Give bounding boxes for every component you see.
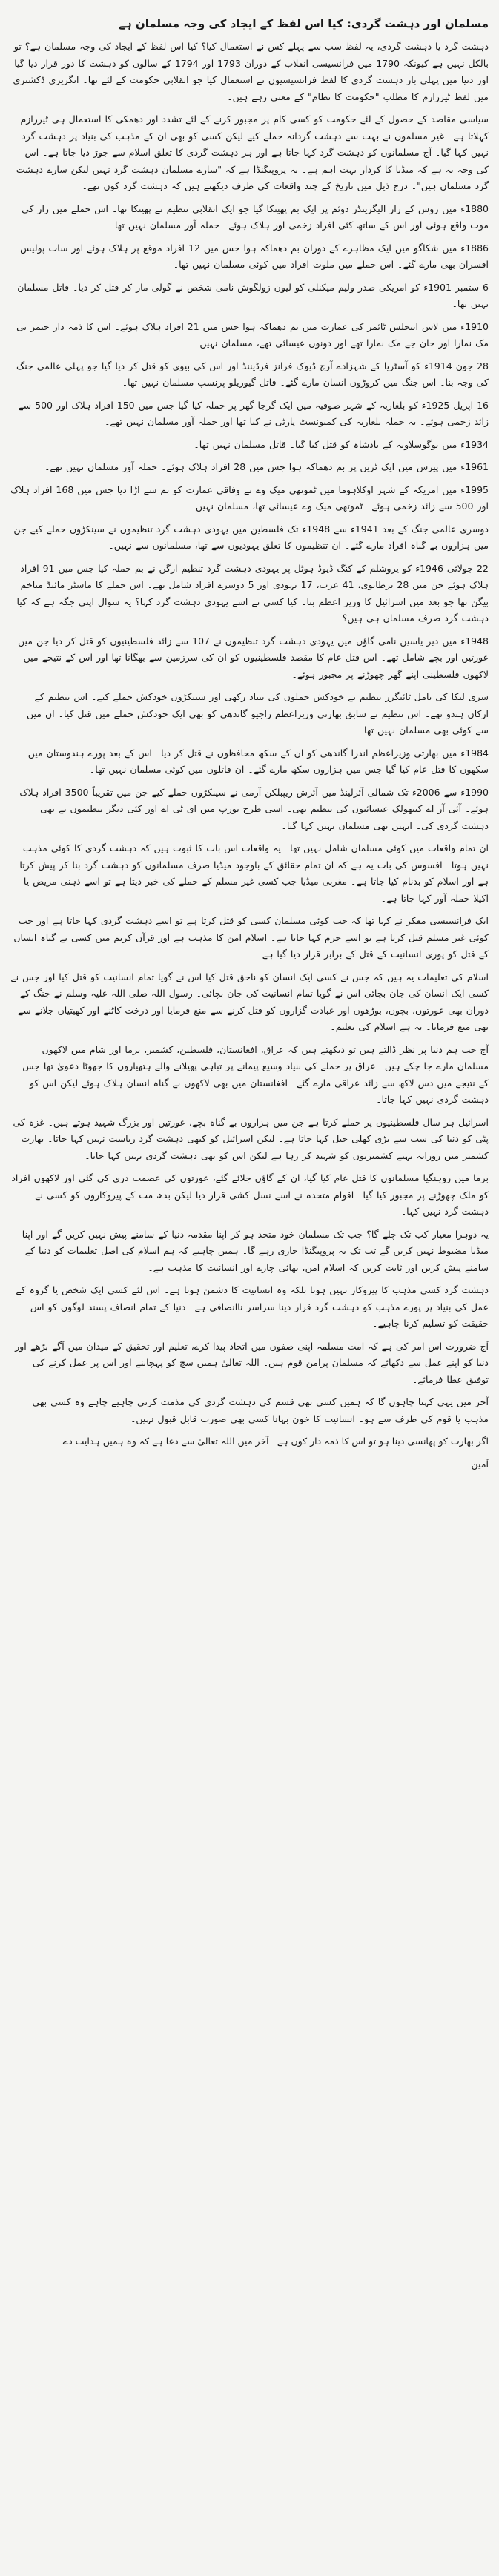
article-paragraph: یہ دوہرا معیار کب تک چلے گا؟ جب تک مسلمان خود متحد ہو کر اپنا مقدمہ دنیا کے سامنے پیش نہیں کریں گے اور اپنا میڈیا مضبوط نہیں کریں گے تب تک یہ پروپیگنڈا جاری رہے گا۔ ہمیں چاہیے کہ ہم اسلام کی اصل تعلیمات کو دنیا کے سامنے پیش کریں اور ثابت کریں کہ اسلام امن، بھائی چارے اور انسانیت کا مذہب ہے۔	[22, 1228, 489, 1273]
article-paragraph: 16 اپریل 1925ء کو بلغاریہ کے شہر صوفیہ میں ایک گرجا گھر پر حملہ کیا گیا جس میں 150 افراد ہلاک اور 500 سے زائد زخمی ہوئے۔ یہ حملہ بلغاریہ کی کمیونسٹ پارٹی نے کیا تھا اور حملہ آور مسلمان نہیں تھے۔	[18, 399, 489, 427]
article-paragraph: 1995ء میں امریکہ کے شہر اوکلاہوما میں ٹموتھی میک وے نے وفاقی عمارت کو بم سے اڑا دیا جس میں 168 افراد ہلاک اور 500 سے زائد زخمی ہوئے۔ ٹموتھی میک وے عیسائی تھا، مسلمان نہیں۔	[10, 483, 489, 512]
article-paragraph: 1961ء میں پیرس میں ایک ٹرین پر بم دھماکہ ہوا جس میں 28 افراد ہلاک ہوئے۔ حملہ آور مسلمان نہیں تھے۔	[44, 461, 489, 472]
article-paragraph: برما میں روہنگیا مسلمانوں کا قتل عام کیا گیا، ان کے گاؤں جلائے گئے، عورتوں کی عصمت دری کی گئی اور لاکھوں افراد کو ملک چھوڑنے پر مجبور کیا گیا۔ اقوام متحدہ نے اسے نسل کشی قرار دیا لیکن بدھ مت کے پیروکاروں کو کسی نے دہشت گرد نہیں کہا۔	[11, 1172, 489, 1217]
article-paragraph: 1984ء میں بھارتی وزیراعظم اندرا گاندھی کو ان کے سکھ محافظوں نے قتل کر دیا۔ اس کے بعد پورے ہندوستان میں سکھوں کا قتل عام کیا گیا جس میں ہزاروں سکھ مارے گئے۔ ان قاتلوں میں کوئی مسلمان نہیں تھا۔	[27, 747, 489, 775]
article-paragraph: 1886ء میں شکاگو میں ایک مظاہرے کے دوران بم دھماکہ ہوا جس میں 12 افراد موقع پر ہلاک ہوئے اور سات پولیس افسران بھی مارے گئے۔ اس حملے میں ملوث افراد میں کوئی مسلمان نہیں تھا۔	[20, 242, 489, 270]
article-signature: اگر بھارت کو پھانسی دینا ہو تو اس کا ذمہ دار کون ہے۔ آخر میں اللہ تعالیٰ سے دعا ہے کہ وہ ہمیں ہدایت دے۔	[57, 1436, 489, 1447]
article-paragraph: 28 جون 1914ء کو آسٹریا کے شہزادے آرچ ڈیوک فرانز فرڈیننڈ اور اس کی بیوی کو قتل کر دیا گیا جو پہلی عالمی جنگ کی وجہ بنا۔ اس جنگ میں کروڑوں انسان مارے گئے۔ قاتل گیوریلو پرنسپ مسلمان نہیں تھا۔	[16, 360, 489, 388]
article-body	[10, 39, 489, 1427]
article-paragraph: 1990ء سے 2006ء تک شمالی آئرلینڈ میں آئرش ریپبلکن آرمی نے سینکڑوں حملے کیے جن میں تقریباً 3500 افراد ہلاک ہوئے۔ آئی آر اے کیتھولک عیسائیوں کی تنظیم تھی۔ اسی طرح یورپ میں ای ٹی اے اور کئی دیگر تنظیموں نے بھی دہشت گردی کی۔ انہیں بھی مسلمان نہیں کہا گیا۔	[19, 786, 489, 831]
article-paragraph: آج جب ہم دنیا پر نظر ڈالتے ہیں تو دیکھتے ہیں کہ عراق، افغانستان، فلسطین، کشمیر، برما اور شام میں لاکھوں مسلمان مارے جا چکے ہیں۔ عراق پر حملے کی بنیاد وسیع پیمانے پر تباہی پھیلانے والے ہتھیاروں کا جھوٹا دعویٰ تھا جس کے نتیجے میں دس لاکھ سے زائد عراقی مارے گئے۔ افغانستان میں بھی لاکھوں بے گناہ انسان ہلاک ہوئے لیکن اس کو دہشت گردی نہیں کہا جاتا۔	[22, 1043, 489, 1105]
article-paragraph: آخر میں یہی کہنا چاہوں گا کہ ہمیں کسی بھی قسم کی دہشت گردی کی مذمت کرنی چاہیے چاہے وہ کسی بھی مذہب یا قوم کی طرف سے ہو۔ انسانیت کا خون بہانا کسی بھی صورت قابل قبول نہیں۔	[32, 1396, 489, 1424]
article-paragraph: 1910ء میں لاس اینجلس ٹائمز کی عمارت میں بم دھماکہ ہوا جس میں 21 افراد ہلاک ہوئے۔ اس کا ذمہ دار جیمز بی مک نمارا اور جان جے مک نمارا تھے اور دونوں عیسائی تھے، مسلمان نہیں۔	[16, 320, 489, 349]
article-paragraph: دہشت گرد کسی مذہب کا پیروکار نہیں ہوتا بلکہ وہ انسانیت کا دشمن ہوتا ہے۔ اس لئے کسی ایک شخص یا گروہ کے عمل کی بنیاد پر پورے مذہب کو دہشت گرد قرار دینا سراسر ناانصافی ہے۔ دنیا کے تمام انصاف پسند لوگوں کو اس حقیقت کو تسلیم کرنا چاہیے۔	[16, 1284, 489, 1329]
article-title: مسلمان اور دہشت گردی: کیا اس لفظ کے ایجاد کی وجہ مسلمان ہے	[119, 17, 489, 30]
article-paragraph: ان تمام واقعات میں کوئی مسلمان شامل نہیں تھا۔ یہ واقعات اس بات کا ثبوت ہیں کہ دہشت گردی کا کوئی مذہب نہیں ہوتا۔ افسوس کی بات یہ ہے کہ ان تمام حقائق کے باوجود میڈیا صرف مسلمانوں کو دہشت گرد بنا کر پیش کرتا ہے اور اسلام کو بدنام کیا جاتا ہے۔ مغربی میڈیا جب کسی غیر مسلم کے حملے کی خبر دیتا ہے تو اسے ذہنی مریض یا اکیلا حملہ آور کہا جاتا ہے۔	[19, 842, 489, 904]
article-paragraph: 1948ء میں دیر یاسین نامی گاؤں میں یہودی دہشت گرد تنظیموں نے 107 سے زائد فلسطینیوں کو قتل کر دیا جن میں عورتیں اور بچے شامل تھے۔ اس قتل عام کا مقصد فلسطینیوں کو ان کی سرزمین سے بھگانا تھا اور اس کے نتیجے میں لاکھوں فلسطینی اپنے گھر چھوڑنے پر مجبور ہوئے۔	[18, 635, 489, 680]
article-paragraph: دوسری عالمی جنگ کے بعد 1941ء سے 1948ء تک فلسطین میں یہودی دہشت گرد تنظیموں نے سینکڑوں حملے کیے جن میں ہزاروں بے گناہ افراد مارے گئے۔ ان تنظیموں کا تعلق یہودیوں سے تھا، مسلمانوں سے نہیں۔	[13, 523, 489, 551]
article-closing: آمین۔	[466, 1458, 489, 1470]
article-paragraph: 1880ء میں روس کے زار الیگزینڈر دوئم پر ایک بم پھینکا گیا جو ایک انقلابی تنظیم نے پھینکا تھا۔ اس حملے میں زار کی موت واقع ہوئی اور اس کے ساتھ کئی افراد زخمی اور ہلاک ہوئے۔ حملہ آور مسلمان نہیں تھا۔	[22, 202, 489, 231]
article-paragraph: 6 ستمبر 1901ء کو امریکی صدر ولیم میکنلی کو لیون زولگوش نامی شخص نے گولی مار کر قتل کر دیا۔ قاتل مسلمان نہیں تھا۔	[17, 281, 489, 309]
article-paragraph: دہشت گرد یا دہشت گردی، یہ لفظ سب سے پہلے کس نے استعمال کیا؟ کیا اس لفظ کے ایجاد کی وجہ مسلمان ہے؟ تو بالکل نہیں ہے کیونکہ 1790 میں فرانسیسی انقلاب کے دوران 1793 اور 1794 کے سالوں کو دہشت کا دور قرار دیا گیا اور دنیا میں پہلی بار دہشت گردی کا لفظ فرانسیسیوں نے استعمال کیا جو انقلابی حکومت کے لئے تھا۔ انگریزی ڈکشنری میں لفظ ٹیررازم کا مطلب "حکومت کا نظام" کے معنی رہے ہیں۔	[13, 41, 489, 102]
article-paragraph: 22 جولائی 1946ء کو یروشلم کے کنگ ڈیوڈ ہوٹل پر یہودی دہشت گرد تنظیم ارگن نے بم حملہ کیا جس میں 91 افراد ہلاک ہوئے جن میں 28 برطانوی، 41 عرب، 17 یہودی اور 5 دوسرے افراد شامل تھے۔ اس حملے کا ماسٹر مائنڈ مناخم بیگن تھا جو بعد میں اسرائیل کا وزیر اعظم بنا۔ کیا کسی نے اسے یہودی دہشت گرد کہا؟ یہ سوال اپنی جگہ ہے کہ کیا دہشت گرد صرف مسلمان ہی ہیں؟	[16, 562, 489, 624]
article-paragraph: آج ضرورت اس امر کی ہے کہ امت مسلمہ اپنی صفوں میں اتحاد پیدا کرے، تعلیم اور تحقیق کے میدان میں آگے بڑھے اور دنیا کو اپنے عمل سے دکھائے کہ مسلمان پرامن قوم ہیں۔ اللہ تعالیٰ ہمیں سچ کو پہچاننے اور اس پر عمل کرنے کی توفیق عطا فرمائے۔	[15, 1340, 489, 1385]
article-paragraph: اسلام کی تعلیمات یہ ہیں کہ جس نے کسی ایک انسان کو ناحق قتل کیا اس نے گویا تمام انسانیت کو قتل کیا اور جس نے کسی ایک انسان کی جان بچائی اس نے گویا تمام انسانیت کی جان بچائی۔ رسول اللہ صلی اللہ علیہ وسلم نے جنگ کے دوران بھی عورتوں، بچوں، بوڑھوں اور عبادت گزاروں کو قتل کرنے سے منع فرمایا اور درخت کاٹنے اور کھیتیاں جلانے سے بھی منع فرمایا۔ یہ ہے اسلام کی تعلیم۔	[10, 971, 489, 1032]
article-paragraph: اسرائیل ہر سال فلسطینیوں پر حملے کرتا ہے جن میں ہزاروں بے گناہ بچے، عورتیں اور بزرگ شہید ہوتے ہیں۔ غزہ کی پٹی کو دنیا کی سب سے بڑی کھلی جیل کہا جاتا ہے۔ لیکن اسرائیل کو کبھی دہشت گرد ریاست نہیں کہا جاتا۔ بھارت کشمیر میں روزانہ نہتے کشمیریوں کو شہید کر رہا ہے لیکن اس کو بھی دہشت گردی نہیں کہا جاتا۔	[13, 1116, 489, 1161]
article-paragraph: سیاسی مقاصد کے حصول کے لئے حکومت کو کسی کام پر مجبور کرنے کے لئے تشدد اور دھمکی کا استعمال ہی ٹیررازم کہلاتا ہے۔ غیر مسلموں نے بہت سے دہشت گردانہ حملے کیے لیکن کسی کو بھی ان کے مذہب کی بنیاد پر دہشت گرد نہیں کہا گیا۔ آج مسلمانوں کو دہشت گرد کہا جاتا ہے اور ہر دہشت گردی کا تعلق اسلام سے جوڑ دیا جاتا ہے۔ اس کی وجہ یہ ہے کہ میڈیا کا کردار بہت اہم ہے۔ یہ پروپیگنڈا ہے کہ "سارے مسلمان دہشت گرد نہیں لیکن سارے دہشت گرد مسلمان ہیں"۔ درج ذیل میں تاریخ کے چند واقعات کی طرف دیکھتے ہیں کہ دہشت گرد کون تھے۔	[16, 113, 489, 191]
article-paragraph: 1934ء میں یوگوسلاویہ کے بادشاہ کو قتل کیا گیا۔ قاتل مسلمان نہیں تھا۔	[194, 438, 489, 450]
article-paragraph: سری لنکا کی تامل ٹائیگرز تنظیم نے خودکش حملوں کی بنیاد رکھی اور سینکڑوں خودکش حملے کیے۔ اس تنظیم کے ارکان ہندو تھے۔ اس تنظیم نے سابق بھارتی وزیراعظم راجیو گاندھی کو بھی ایک خودکش حملے میں قتل کیا۔ ان میں سے کوئی بھی مسلمان نہیں تھا۔	[27, 691, 489, 736]
article-paragraph: ایک فرانسیسی مفکر نے کہا تھا کہ جب کوئی مسلمان کسی کو قتل کرتا ہے تو اسے دہشت گردی کہا جاتا ہے اور جب کوئی غیر مسلم قتل کرتا ہے تو اسے جرم کہا جاتا ہے۔ اسلام امن کا مذہب ہے اور قرآن کریم میں کسی بے گناہ انسان کے قتل کو پوری انسانیت کے قتل کے برابر قرار دیا گیا ہے۔	[13, 915, 489, 960]
